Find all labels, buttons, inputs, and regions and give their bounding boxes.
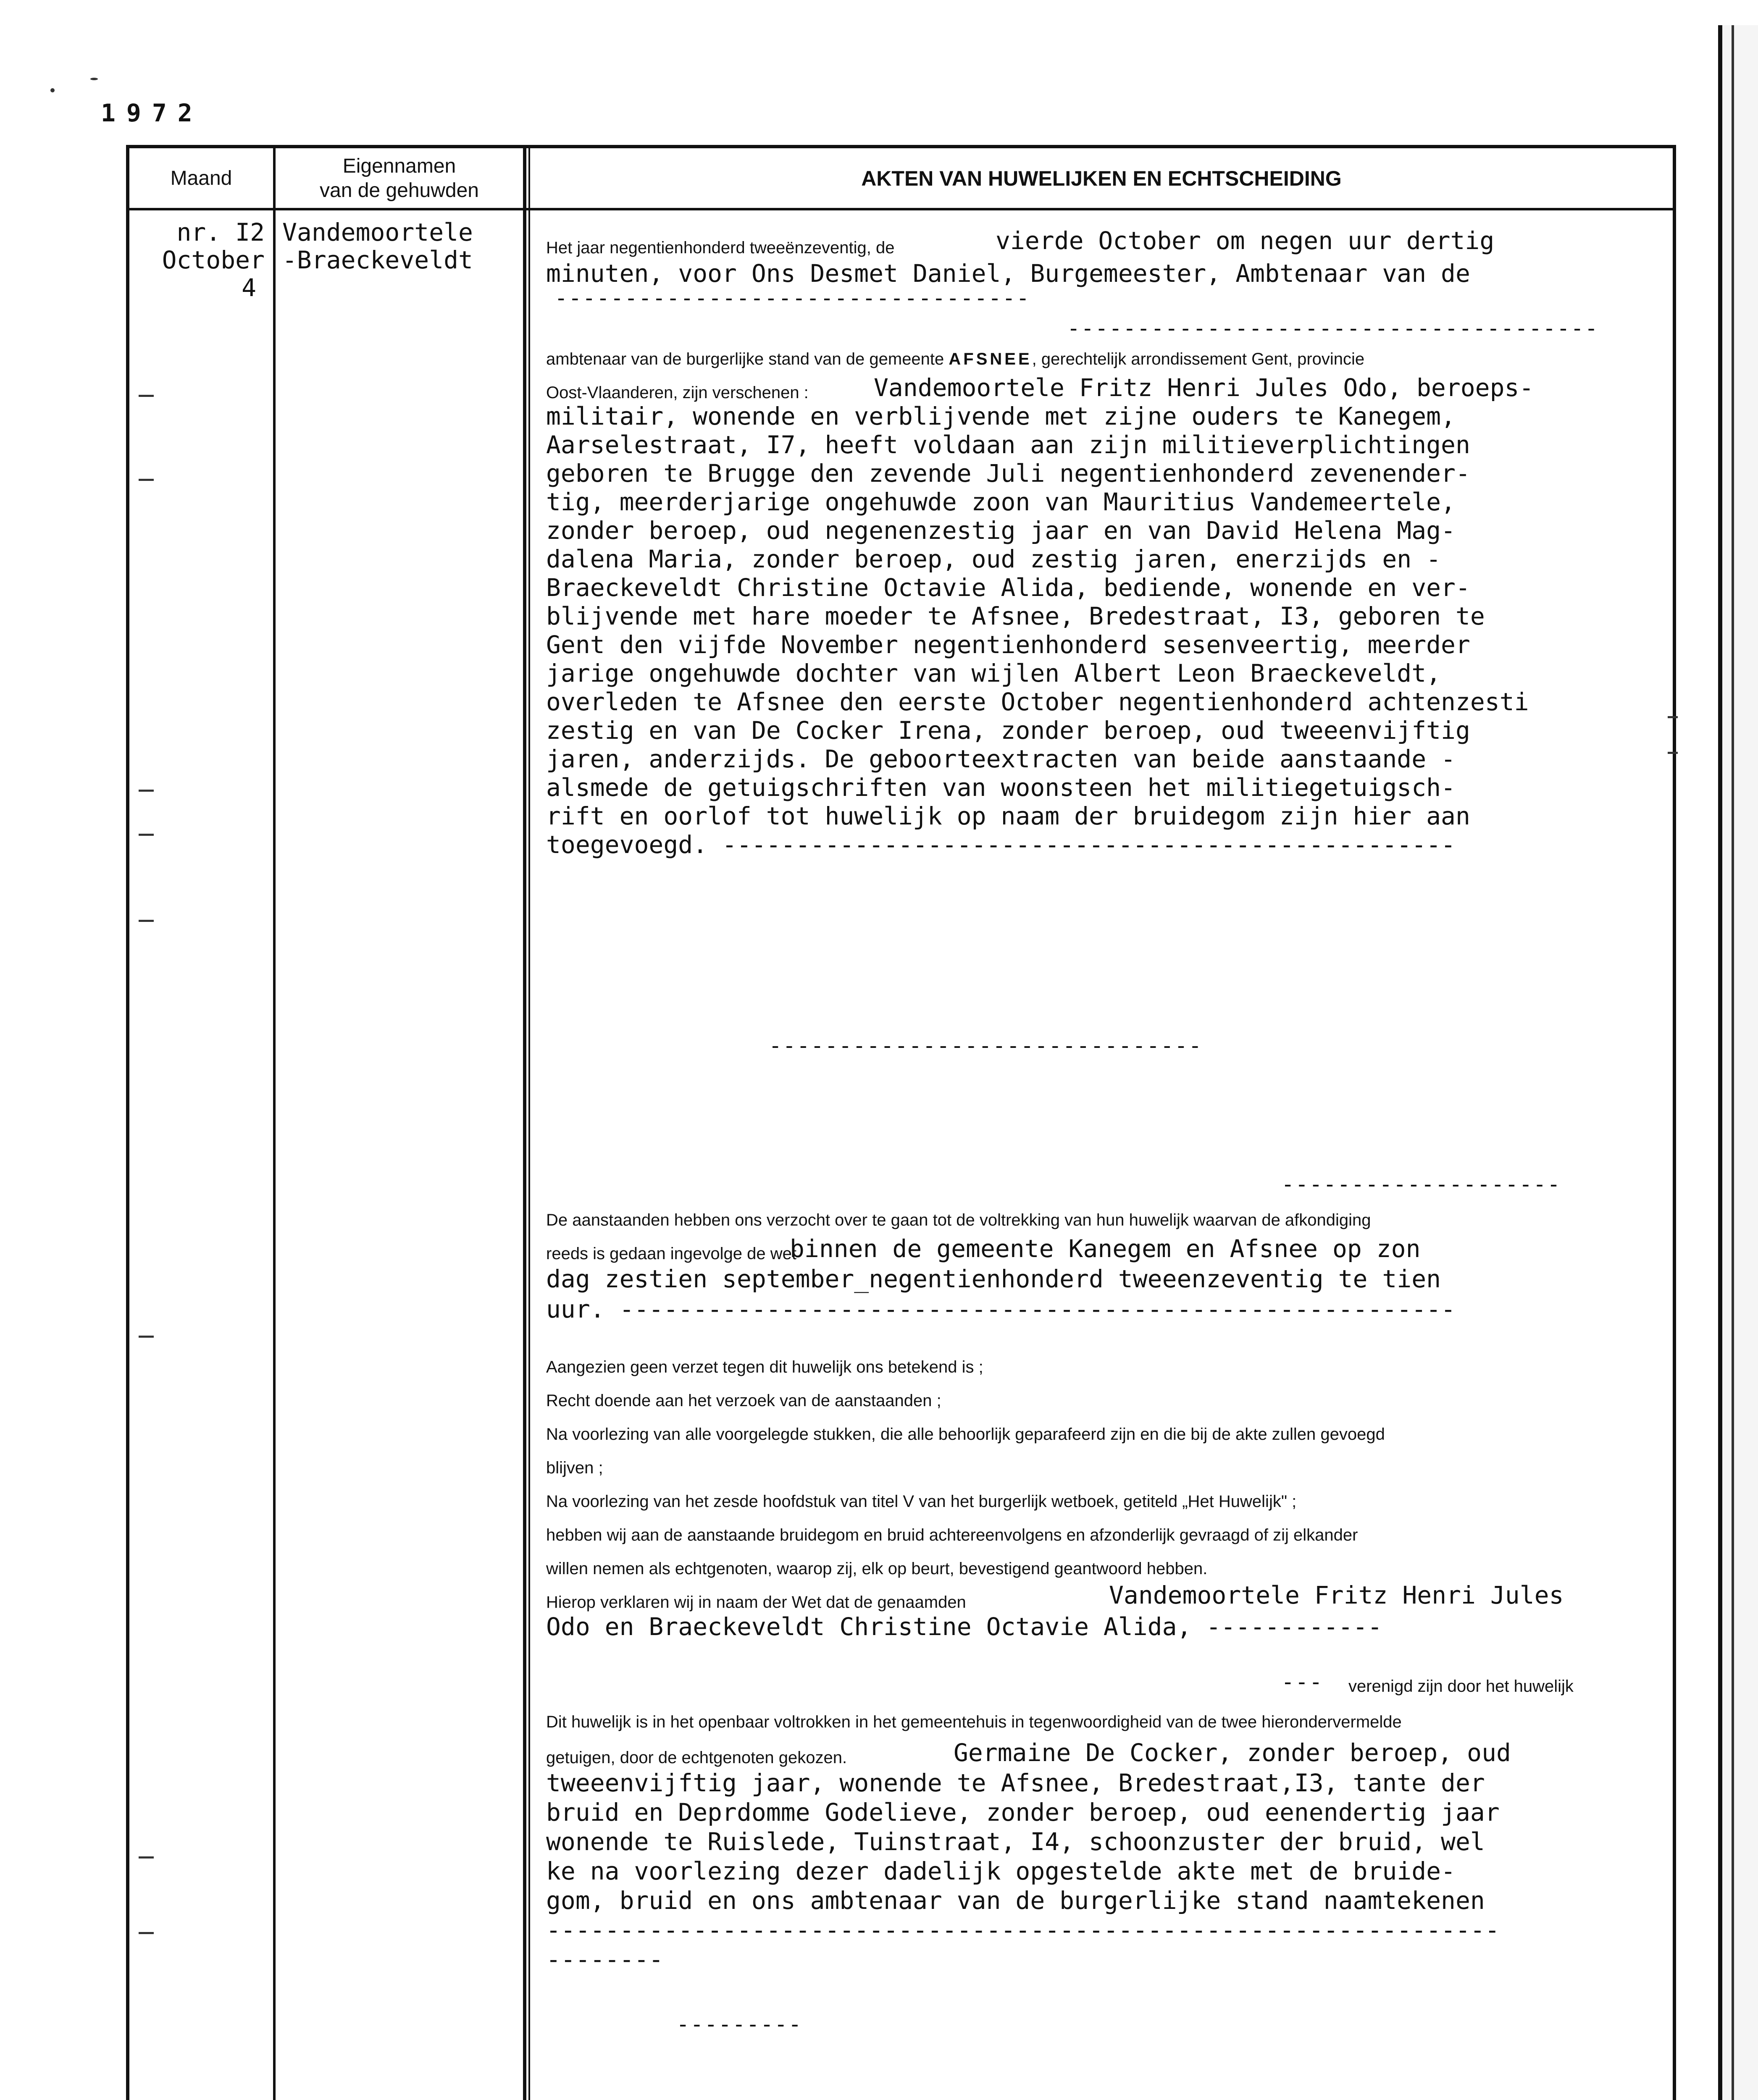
formula-line: Aangezien geen verzet tegen dit huwelijk ons betekend is ; (546, 1358, 983, 1376)
getuigen-line: ----------------------------------------------------------------- (546, 1916, 1500, 1944)
entry-day: 4 (242, 273, 256, 302)
verschenen-line: zonder beroep, oud negenenzestig jaar en van David Helena Mag- (546, 516, 1456, 545)
formula-line: Recht doende aan het verzoek van de aanstaanden ; (546, 1391, 941, 1410)
verschenen-line: dalena Maria, zonder beroep, oud zestig jaren, enerzijds en - (546, 545, 1441, 573)
verschenen-line: tig, meerderjarige ongehuwde zoon van Mauritius Vandemeertele, (546, 488, 1456, 516)
formula-line: Na voorlezing van het zesde hoofdstuk van titel V van het burgerlijk wetboek, getiteld „Het Huwelijk" ; (546, 1492, 1297, 1511)
verenigd-text: verenigd zijn door het huwelijk (1348, 1677, 1574, 1696)
voltrekking-typed-2: dag zestien september_negentienhonderd tweeenzeventig te tien (546, 1265, 1441, 1293)
column-divider (528, 145, 530, 2100)
verschenen-line: overleden te Afsnee den eerste October negentienhonderd achtenzesti (546, 688, 1529, 716)
margin-mark (1668, 716, 1678, 718)
verschenen-line: zestig en van De Cocker Irena, zonder beroep, oud tweeenvijftig (546, 716, 1470, 745)
signatures (445, 2092, 1676, 2100)
hierop-printed: Hierop verklaren wij in naam der Wet dat de genaamden (546, 1593, 966, 1612)
verschenen-line: jarige ongehuwde dochter van wijlen Albert Leon Braeckeveldt, (546, 659, 1441, 688)
opening-typed-1: vierde October om negen uur dertig (996, 226, 1495, 255)
verschenen-line: Aarselestraat, I7, heeft voldaan aan zijn militieverplichtingen (546, 430, 1470, 459)
header-maand: Maand (170, 167, 232, 189)
ambtenaar-line (546, 349, 1364, 370)
entry-month: October (162, 246, 265, 274)
gemeente-name: AFSNEE (949, 350, 1032, 368)
getuigen-line: -------- (546, 1945, 664, 1974)
getuigen-end-dashes: --------- (676, 2012, 802, 2037)
margin-mark (139, 790, 154, 792)
verschenen-line: blijvende met hare moeder te Afsnee, Bredestraat, I3, geboren te (546, 602, 1485, 630)
page-edge-right (1718, 25, 1758, 2100)
verschenen-line: alsmede de getuigschriften van woonsteen het militiegetuigsch- (546, 773, 1456, 802)
hierop-typed-1: Vandemoortele Fritz Henri Jules (1109, 1581, 1564, 1609)
header-divider (126, 208, 1676, 210)
opening-printed: Het jaar negentienhonderd tweeënzeventig, de (546, 239, 895, 257)
hierop-typed-2: Odo en Braeckeveldt Christine Octavie Alida, ------------ (546, 1612, 1382, 1641)
spouse-name-groom: Vandemoortele (282, 218, 473, 247)
opening-dashes-1: ---------------------------------- (554, 286, 1030, 311)
voltrekking-typed-1: binnen de gemeente Kanegem en Afsnee op zon (790, 1234, 1421, 1263)
margin-mark (139, 1932, 154, 1934)
ambtenaar-printed-a: ambtenaar van de burgerlijke stand van de gemeente (546, 350, 944, 368)
header-eigennamen: Eigennamen van de gehuwden (320, 155, 479, 202)
spouse-name-bride: -Braeckeveldt (282, 246, 473, 274)
opening-typed-2: minuten, voor Ons Desmet Daniel, Burgemeester, Ambtenaar van de (546, 259, 1470, 288)
verschenen-line: Vandemoortele Fritz Henri Jules Odo, beroeps- (874, 373, 1534, 402)
getuigen-line: gom, bruid en ons ambtenaar van de burgerlijke stand naamtekenen (546, 1886, 1485, 1915)
verschenen-line: Braeckeveldt Christine Octavie Alida, bediende, wonende en ver- (546, 573, 1470, 602)
verschenen-printed: Oost-Vlaanderen, zijn verschenen : (546, 383, 809, 402)
getuigen-printed-2: getuigen, door de echtgenoten gekozen. (546, 1748, 847, 1767)
middle-dashes: ------------------------------- (769, 1033, 1203, 1058)
margin-mark (139, 479, 154, 481)
getuigen-typed-1: Germaine De Cocker, zonder beroep, oud (954, 1738, 1511, 1767)
formula-line: Na voorlezing van alle voorgelegde stukken, die alle behoorlijk geparafeerd zijn en die bij de akte zullen gevoegd (546, 1425, 1385, 1444)
header-akten: AKTEN VAN HUWELIJKEN EN ECHTSCHEIDING (861, 167, 1342, 190)
margin-mark (139, 1856, 154, 1858)
verschenen-line: rift en oorlof tot huwelijk op naam der bruidegom zijn hier aan (546, 802, 1470, 830)
speck (50, 88, 55, 92)
verschenen-line: militair, wonende en verblijvende met zijne ouders te Kanegem, (546, 402, 1456, 430)
margin-mark (139, 395, 154, 397)
entry-number: nr. I2 (176, 218, 265, 247)
voltrekking-dashes: -------------------- (1281, 1172, 1561, 1197)
margin-mark (139, 920, 154, 922)
voltrekking-typed-3: uur. --------------------------------------------------------- (546, 1295, 1456, 1323)
margin-mark (1668, 752, 1678, 754)
margin-mark (139, 834, 154, 836)
getuigen-line: wonende te Ruislede, Tuinstraat, I4, schoonzuster der bruid, wel (546, 1827, 1485, 1856)
margin-mark (139, 1336, 154, 1338)
opening-dashes-2: -------------------------------------- (1067, 316, 1599, 341)
verschenen-line: Gent den vijfde November negentienhonderd sesenveertig, meerder (546, 630, 1470, 659)
hierop-dashes: --- (1281, 1670, 1323, 1695)
getuigen-line: bruid en Deprdomme Godelieve, zonder beroep, oud eenendertig jaar (546, 1798, 1500, 1827)
voltrekking-printed-2: reeds is gedaan ingevolge de wet (546, 1244, 796, 1263)
formula-line: blijven ; (546, 1459, 603, 1477)
voltrekking-printed-1: De aanstaanden hebben ons verzocht over te gaan tot de voltrekking van hun huwelijk waarvan de afkondiging (546, 1211, 1371, 1229)
ambtenaar-printed-b: , gerechtelijk arrondissement Gent, provincie (1032, 350, 1365, 368)
getuigen-printed-1: Dit huwelijk is in het openbaar voltrokken in het gemeentehuis in tegenwoordigheid van de twee hierondervermelde (546, 1713, 1402, 1731)
speck (90, 78, 98, 80)
getuigen-line: tweeenvijftig jaar, wonende te Afsnee, Bredestraat,I3, tante der (546, 1769, 1485, 1797)
column-divider (523, 145, 526, 2100)
verschenen-line: geboren te Brugge den zevende Juli negentienhonderd zevenender- (546, 459, 1470, 488)
entry-date-column (134, 218, 265, 302)
getuigen-line: ke na voorlezing dezer dadelijk opgestelde akte met de bruide- (546, 1857, 1456, 1885)
formula-line: willen nemen als echtgenoten, waarop zij, elk op beurt, bevestigend geantwoord hebben. (546, 1559, 1208, 1578)
spouse-names-column (282, 218, 522, 274)
register-year: 1972 (101, 99, 203, 127)
column-divider (273, 145, 276, 2100)
verschenen-line: jaren, anderzijds. De geboorteextracten van beide aanstaande - (546, 745, 1456, 773)
formula-line: hebben wij aan de aanstaande bruidegom en bruid achtereenvolgens en afzonderlijk gevraagd of zij elkander (546, 1526, 1358, 1544)
verschenen-line: toegevoegd. -------------------------------------------------- (546, 830, 1456, 859)
